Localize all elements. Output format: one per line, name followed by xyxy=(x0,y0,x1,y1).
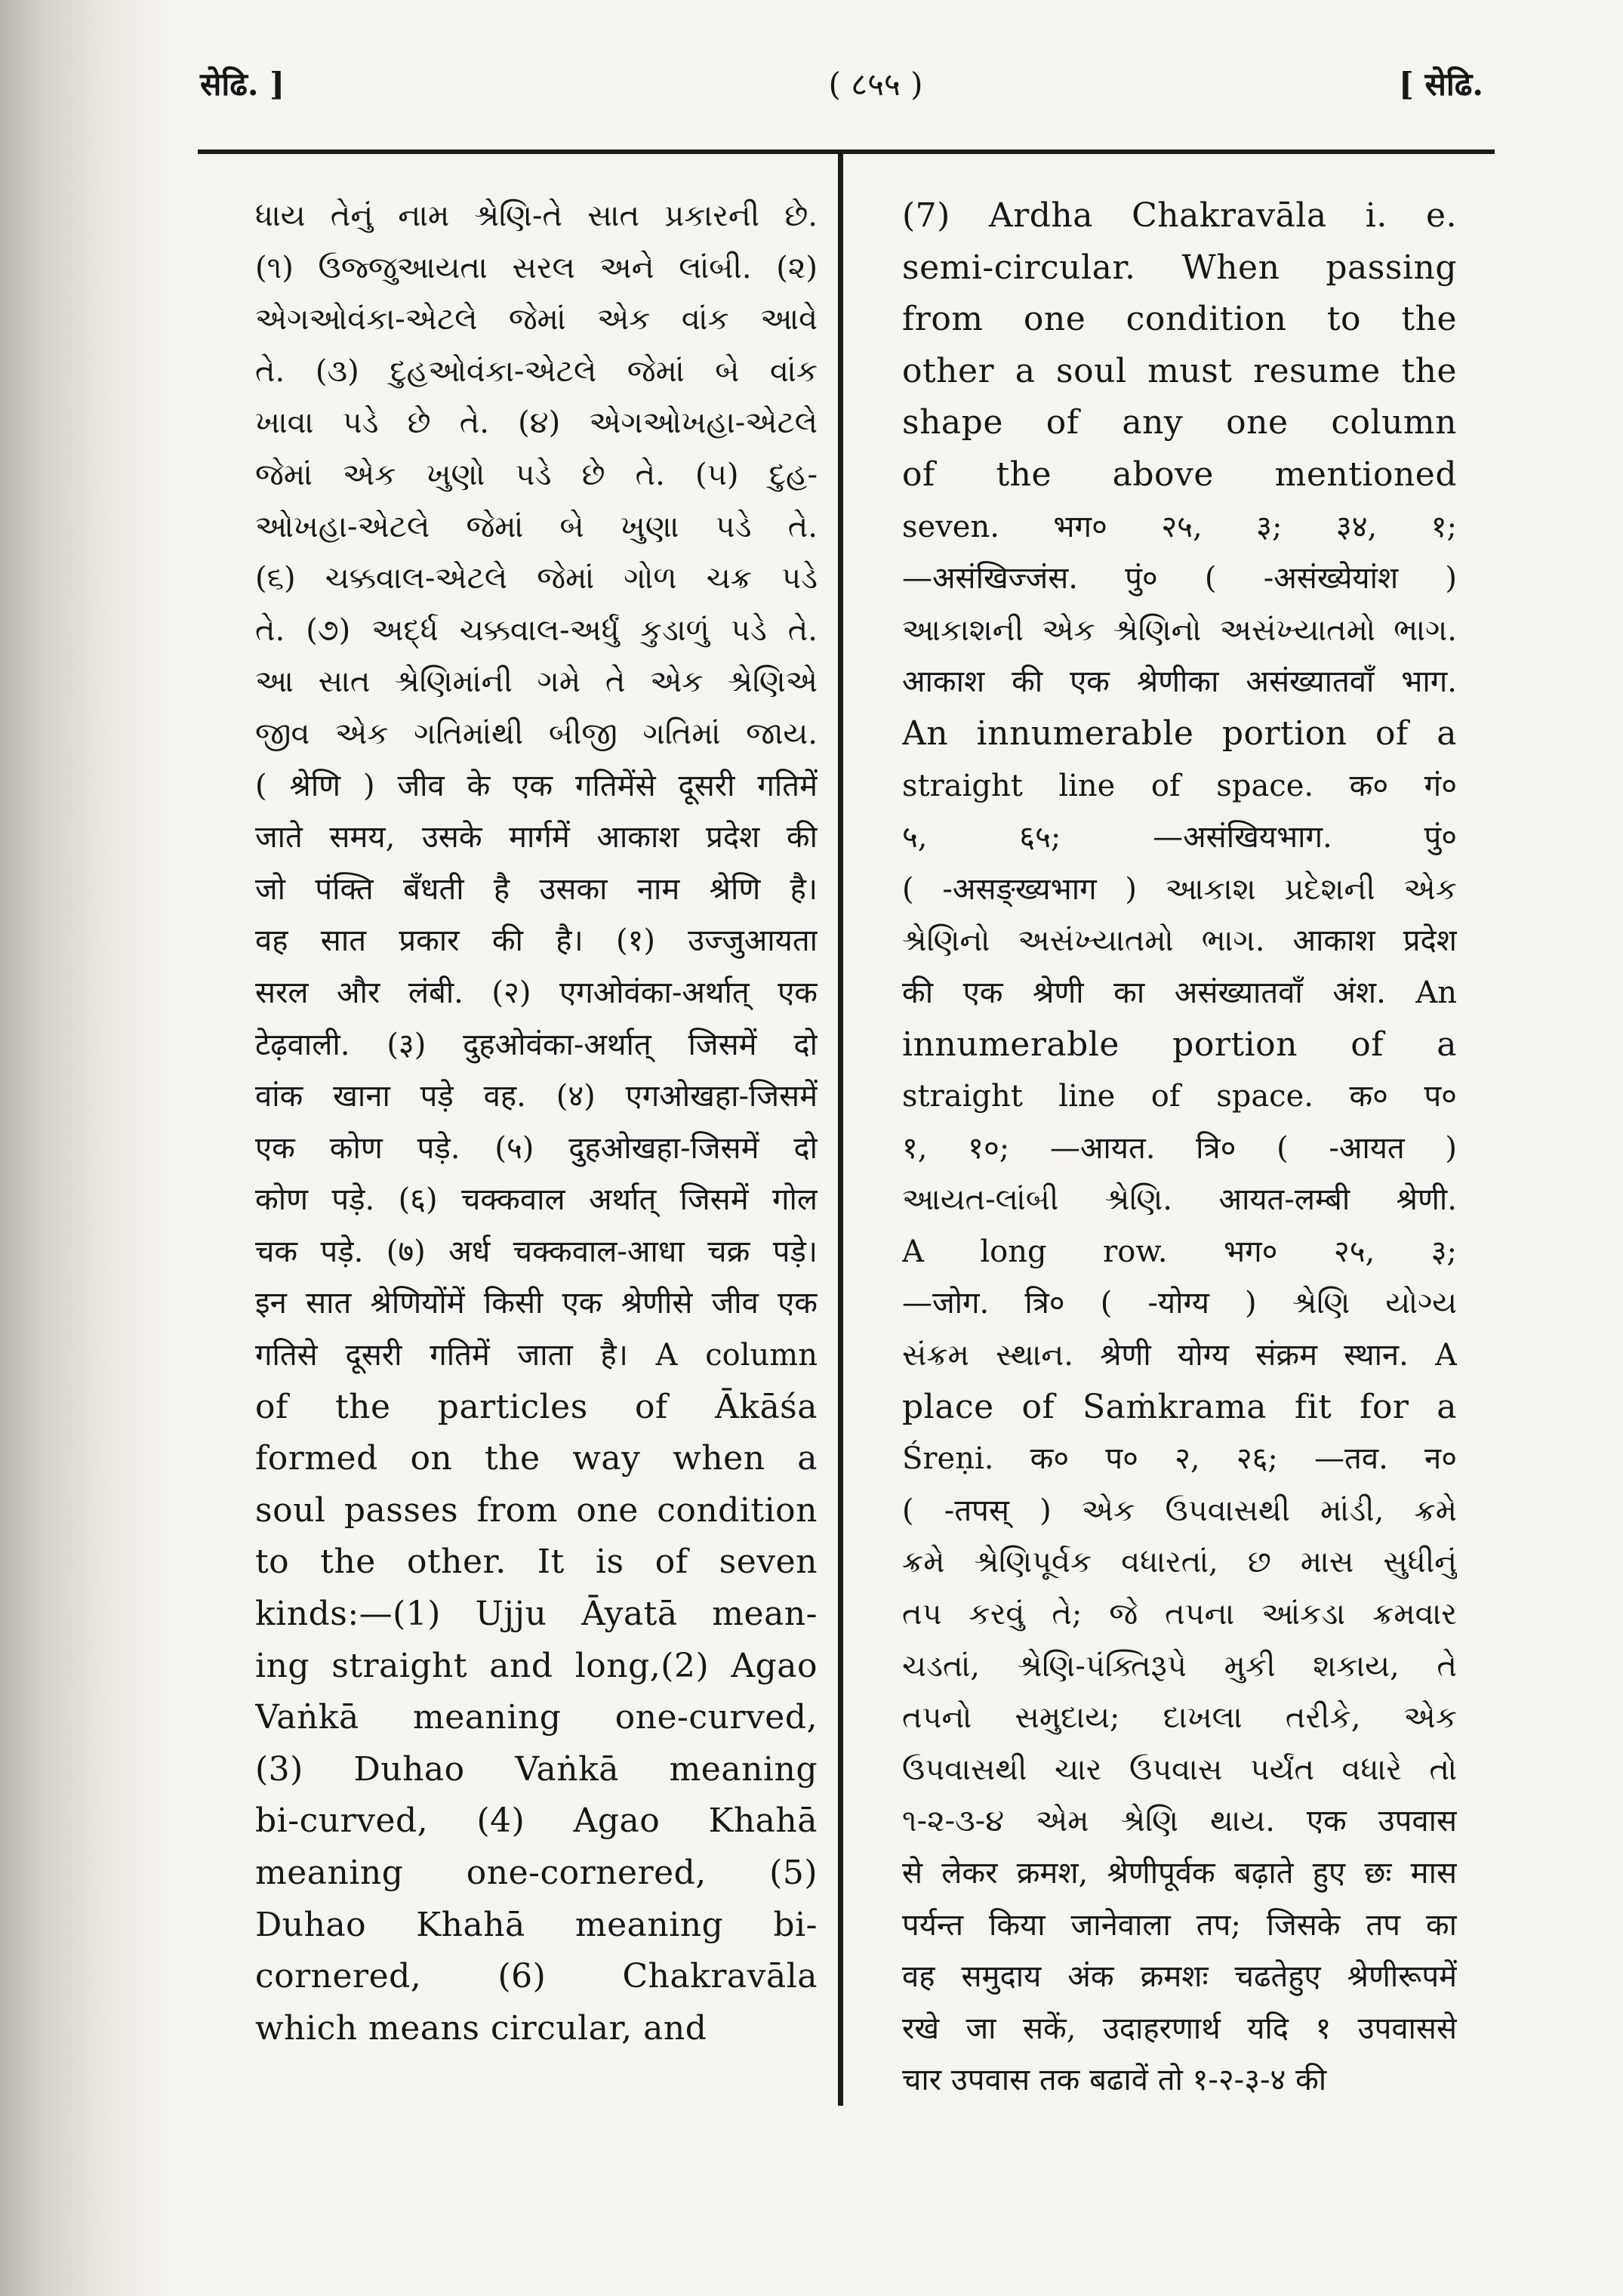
column-divider xyxy=(838,154,843,2106)
text-line: Duhao Khahā meaning bi- xyxy=(255,1905,818,1944)
text-line: soul passes from one condition xyxy=(255,1490,818,1530)
text-line: (૬) ચક્કવાલ-એટલે જેમાં ગોળ ચક્ર પડે xyxy=(255,561,818,596)
text-line: ૧-૨-૩-૪ એમ શ્રેણિ થાય. एक उपवास xyxy=(902,1804,1457,1839)
text-line: meaning one-cornered, (5) xyxy=(255,1854,818,1892)
text-line: આ સાત શ્રેણિમાંની ગમે તે એક શ્રેણિએ xyxy=(255,664,818,700)
text-line: (૧) ઉજ્જુઆયતા સરલ અને લાંબી. (૨) xyxy=(255,250,818,285)
text-line: જીવ એક ગતિમાંથી બીજી ગતિમાં જાય. xyxy=(255,716,818,751)
text-line: Vaṅkā meaning one-curved, xyxy=(255,1698,818,1737)
text-line: १, १०; —आयत. त्रि० ( -आयत ) xyxy=(902,1130,1457,1166)
text-line: वह समुदाय अंक क्रमशः चढतेहुए श्रेणीरूपमें xyxy=(902,1959,1457,1995)
text-line: to the other. It is of seven xyxy=(255,1542,818,1582)
text-line: चार उपवास तक बढावें तो १-२-३-४ की xyxy=(902,2063,1327,2098)
text-line: पर्यन्त किया जानेवाला तप; जिसके तप का xyxy=(902,1907,1457,1943)
right-column xyxy=(902,190,1457,2106)
text-line: આકાશની એક શ્રેણિનો અસંખ્યાતમો ભાગ. xyxy=(902,612,1457,648)
text-line: of the above mentioned xyxy=(902,455,1457,494)
text-line: જેમાં એક ખુણો પડે છે તે. (૫) દુહ- xyxy=(255,457,818,492)
text-line: shape of any one column xyxy=(902,403,1457,442)
text-line: जाते समय, उसके मार्गमें आकाश प्रदेश की xyxy=(255,820,818,855)
text-line: ખાવા પડે છે તે. (૪) એગઓખહા-એટલે xyxy=(255,405,818,441)
text-line: તે. (૭) અર્દ્ધ ચક્કવાલ-અર્ધું કુડાળું પડે તે. xyxy=(255,612,818,648)
text-line: ५, ६५; —असंखियभाग. पुं० xyxy=(902,820,1457,855)
text-line: वह सात प्रकार की है। (१) उज्जुआयता xyxy=(255,923,818,959)
text-line: से लेकर क्रमश, श्रेणीपूर्वक बढ़ाते हुए छः मास xyxy=(902,1856,1457,1891)
text-line: other a soul must resume the xyxy=(902,351,1457,390)
text-line: which means circular, and xyxy=(255,2008,707,2048)
text-line: seven. भग० २५, ३; ३४, १; xyxy=(902,509,1457,544)
text-line: ચડતાં, શ્રેણિ-પંક્તિરૂપે મુકી શકાય, તે xyxy=(902,1648,1457,1684)
text-line: ( -असङ्ख्यभाग ) આકાશ પ્રદેશની એક xyxy=(902,871,1457,907)
header-rule xyxy=(198,149,1495,154)
scan-shadow-edge xyxy=(0,0,174,2296)
page-number: ( ८५५ ) xyxy=(828,66,923,103)
text-line: गतिसे दूसरी गतिमें जाता है। A column xyxy=(255,1338,818,1373)
text-line: ( श्रेणि ) जीव के एक गतिमेंसे दूसरी गतिमें xyxy=(255,768,818,803)
page-header xyxy=(200,62,1483,107)
text-line: एक कोण पड़े. (५) दुहओखहा-जिसमें दो xyxy=(255,1130,818,1166)
text-line: તપ કરવું તે; જે તપના આંકડા ક્રમવાર xyxy=(902,1597,1457,1632)
text-line: कोण पड़े. (६) चक्कवाल अर्थात् जिसमें गोल xyxy=(255,1182,818,1218)
text-line: —जोग. त्रि० ( -योग्य ) શ્રેણિ યોગ્ય xyxy=(902,1286,1457,1321)
text-line: A long row. भग० २५, ३; xyxy=(902,1234,1457,1269)
text-line: की एक श्रेणी का असंख्यातवाँ अंश. An xyxy=(902,975,1457,1010)
text-line: શ્રેણિનો અસંખ્યાતમો ભાગ. आकाश प्रदेश xyxy=(902,923,1457,959)
text-line: ( -तपस् ) એક ઉપવાસથી માંડી, ક્રમે xyxy=(902,1493,1457,1528)
text-line: —असंखिज्जंस. पुं० ( -असंख्येयांश ) xyxy=(902,561,1457,596)
text-line: वांक खाना पड़े वह. (४) एगओखहा-जिसमें xyxy=(255,1079,818,1114)
text-line: ધાય તેનું નામ શ્રેણિ-તે સાત પ્રકારની છે. xyxy=(255,199,818,233)
text-line: તે. (૩) દુહઓવંકા-એટલે જેમાં બે વાંક xyxy=(255,353,818,389)
header-right-headword: [ सेढि. xyxy=(1398,66,1483,103)
text-line: semi-circular. When passing xyxy=(902,248,1457,287)
text-line: straight line of space. क० गं० xyxy=(902,768,1457,803)
left-column xyxy=(255,190,818,2054)
text-line: cornered, (6) Chakravāla xyxy=(255,1957,818,1996)
text-line: (7) Ardha Chakravāla i. e. xyxy=(902,196,1457,235)
text-line: इन सात श्रेणियोंमें किसी एक श्रेणीसे जीव एक xyxy=(255,1286,818,1321)
text-line: ઓખહા-એટલે જેમાં બે ખુણા પડે તે. xyxy=(255,509,818,544)
text-line: એગઓવંકા-એટલે જેમાં એક વાંક આવે xyxy=(255,302,818,337)
text-line: place of Saṁkrama fit for a xyxy=(902,1387,1457,1426)
text-line: from one condition to the xyxy=(902,300,1457,339)
text-line: चक पड़े. (७) अर्ध चक्कवाल-आधा चक्र पड़े। xyxy=(255,1234,818,1269)
text-line: Śreṇi. क० प० २, २६; —तव. न० xyxy=(902,1441,1457,1477)
text-line: रखे जा सकें, उदाहरणार्थ यदि १ उपवाससे xyxy=(902,2011,1457,2046)
text-line: સંક્રમ સ્થાન. श्रेणी योग्य संक्रम स्थान. A xyxy=(902,1338,1457,1373)
text-line: તપનો સમુદાય; દાખલા તરીકે, એક xyxy=(902,1700,1457,1736)
text-line: An innumerable portion of a xyxy=(902,713,1457,753)
text-line: आकाश की एक श्रेणीका असंख्यातवाँ भाग. xyxy=(902,664,1457,700)
text-line: of the particles of Ākāśa xyxy=(255,1387,818,1426)
text-line: આયત-લાંબી શ્રેણિ. आयत-लम्बी श्रेणी. xyxy=(902,1182,1457,1218)
text-line: ing straight and long,(2) Agao xyxy=(255,1646,818,1685)
text-line: innumerable portion of a xyxy=(902,1025,1457,1064)
text-line: जो पंक्ति बँधती है उसका नाम श्रेणि है। xyxy=(255,871,818,907)
text-line: kinds:—(1) Ujju Āyatā mean- xyxy=(255,1595,818,1634)
text-line: (3) Duhao Vaṅkā meaning xyxy=(255,1749,818,1789)
text-line: ઉપવાસથી ચાર ઉપવાસ પર્યંત વધારે તો xyxy=(902,1752,1457,1787)
text-line: टेढ़वाली. (३) दुहओवंका-अर्थात् जिसमें दो xyxy=(255,1027,818,1062)
text-line: bi-curved, (4) Agao Khahā xyxy=(255,1801,818,1841)
text-line: ક્રમે શ્રેણિપૂર્વક વધારતાં, છ માસ સુધીનું xyxy=(902,1545,1457,1580)
text-line: formed on the way when a xyxy=(255,1439,818,1478)
text-line: straight line of space. क० प० xyxy=(902,1079,1457,1114)
header-left-headword: सेढि. ] xyxy=(200,66,285,103)
text-line: सरल और लंबी. (२) एगओवंका-अर्थात् एक xyxy=(255,975,818,1010)
